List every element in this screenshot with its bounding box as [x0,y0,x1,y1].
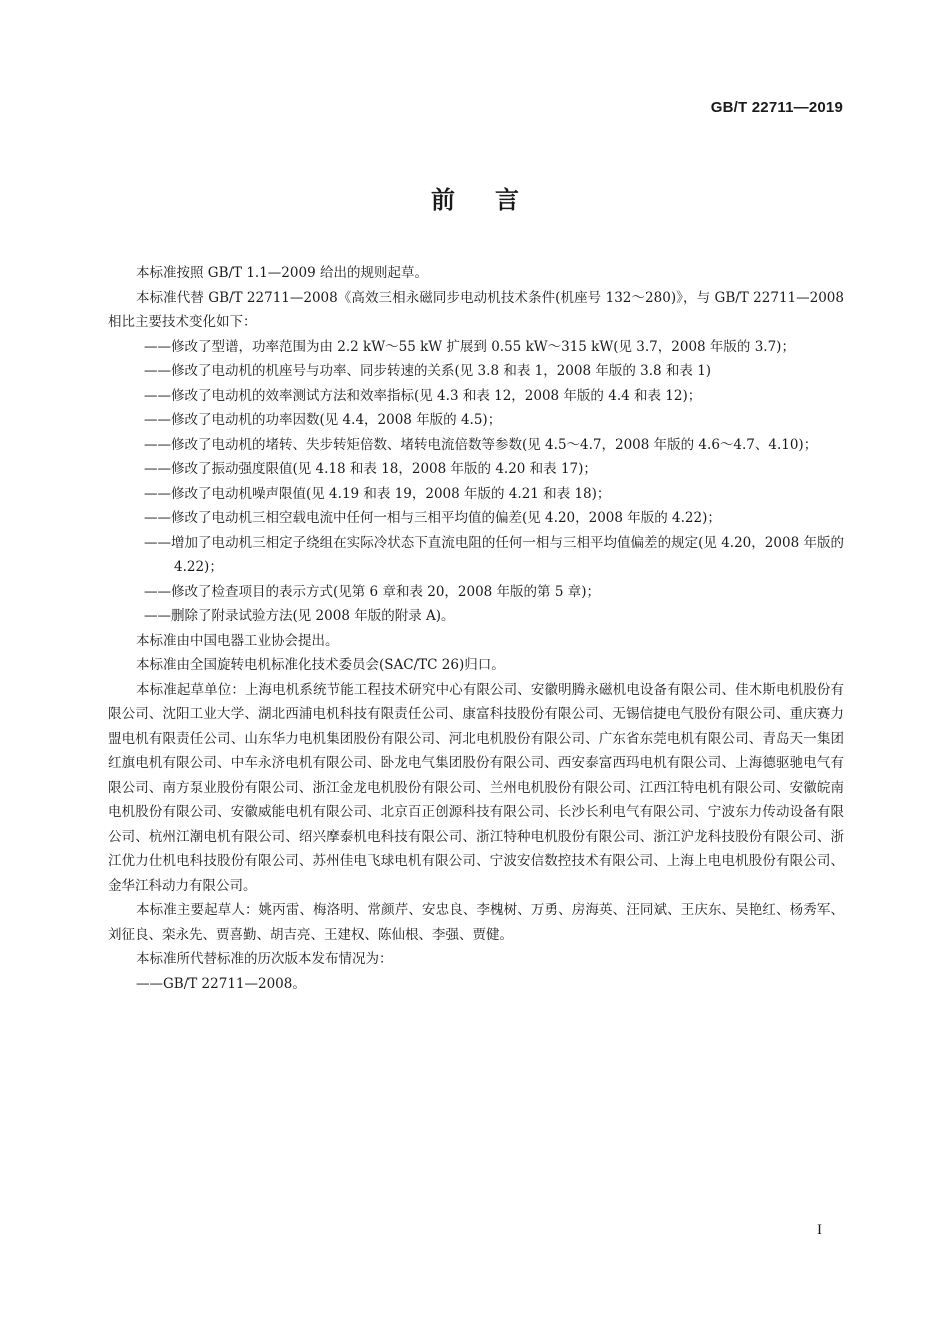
change-item: ——修改了型谱，功率范围为由 2.2 kW～55 kW 扩展到 0.55 kW～315 kW(见 3.7，2008 年版的 3.7)； [144,338,795,355]
change-item: ——修改了电动机的机座号与功率、同步转速的关系(见 3.8 和表 1，2008 年版的 3.8 和表 1) [144,363,712,379]
paragraph-drafters: 本标准主要起草人：姚丙雷、梅洛明、常颜芹、安忠良、李槐树、万勇、房海英、汪同斌、王庆东、吴艳红、杨秀军、刘征良、栾永先、贾喜勤、胡吉亮、王建权、陈仙根、李强、贾健。 [108,902,844,943]
change-item: ——修改了电动机的堵转、失步转矩倍数、堵转电流倍数等参数(见 4.5～4.7，2008 年版的 4.6～4.7、4.10)； [144,436,818,453]
page-number: I [817,1222,822,1238]
change-item: ——删除了附录试验方法(见 2008 年版的附录 A)。 [144,608,455,624]
change-item: ——增加了电动机三相定子绕组在实际冷状态下直流电阻的任何一相与三相平均值偏差的规定(见 4.20，2008 年版的 4.22)； [144,534,844,575]
change-item: ——修改了振动强度限值(见 4.18 和表 18，2008 年版的 4.20 和表 17)； [144,461,597,477]
paragraph-replacement-intro: 本标准代替 GB/T 22711—2008《高效三相永磁同步电动机技术条件(机座号 132～280)》，与 GB/T 22711—2008 相比主要技术变化如下： [108,289,844,330]
page-title: 前言 [431,186,559,214]
paragraph-proposer: 本标准由中国电器工业协会提出。 [136,632,339,649]
history-item: ——GB/T 22711—2008。 [136,975,306,992]
change-item: ——修改了电动机三相空载电流中任何一相与三相平均值的偏差(见 4.20，2008 年版的 4.22)； [144,510,721,526]
paragraph-technical-committee: 本标准由全国旋转电机标准化技术委员会(SAC/TC 26)归口。 [136,657,505,673]
paragraph-version-history: 本标准所代替标准的历次版本发布情况为： [136,951,393,967]
paragraph-drafting-units: 本标准起草单位：上海电机系统节能工程技术研究中心有限公司、安徽明腾永磁机电设备有限公司、佳木斯电机股份有限公司、沈阳工业大学、湖北西浦电机科技有限责任公司、康富科技股份有限公司、无锡信捷电气股份有限公司、重庆赛力盟电机有限责任公司、山东华力电机集团股份有限公司、河北电机股份有限公司、广东省东莞电机有限公司、青岛天一集团红旗电机有限公司、中车永济电机有限公司、卧龙电气集团股份有限公司、西安泰富西玛电机有限公司、上海德驱驰电气有限公司、南方泵业股份有限公司、浙江金龙电机股份有限公司、兰州电机股份有限公司、江西江特电机有限公司、安徽皖南电机股份有限公司、安徽威能电机有限公司、北京百正创源科技有限公司、长沙长利电气有限公司、宁波东力传动设备有限公司、杭州江潮电机有限公司、绍兴摩泰机电科技有限公司、浙江特种电机股份有限公司、浙江沪龙科技股份有限公司、浙江优力仕机电科技股份有限公司、苏州佳电飞球电机有限公司、宁波安信数控技术有限公司、上海上电电机股份有限公司、金华江科动力有限公司。 [108,681,844,894]
standard-code: GB/T 22711—2019 [710,99,843,116]
change-item: ——修改了电动机的功率因数(见 4.4，2008 年版的 4.5)； [144,412,502,428]
document-body [108,261,844,996]
change-item: ——修改了电动机的效率测试方法和效率指标(见 4.3 和表 12，2008 年版的 4.4 和表 12)； [144,387,702,404]
paragraph-drafting-rules: 本标准按照 GB/T 1.1—2009 给出的规则起草。 [136,265,428,281]
change-item: ——修改了检查项目的表示方式(见第 6 章和表 20，2008 年版的第 5 章)； [144,583,600,600]
change-item: ——修改了电动机噪声限值(见 4.19 和表 19，2008 年版的 4.21 和表 18)； [144,485,611,502]
